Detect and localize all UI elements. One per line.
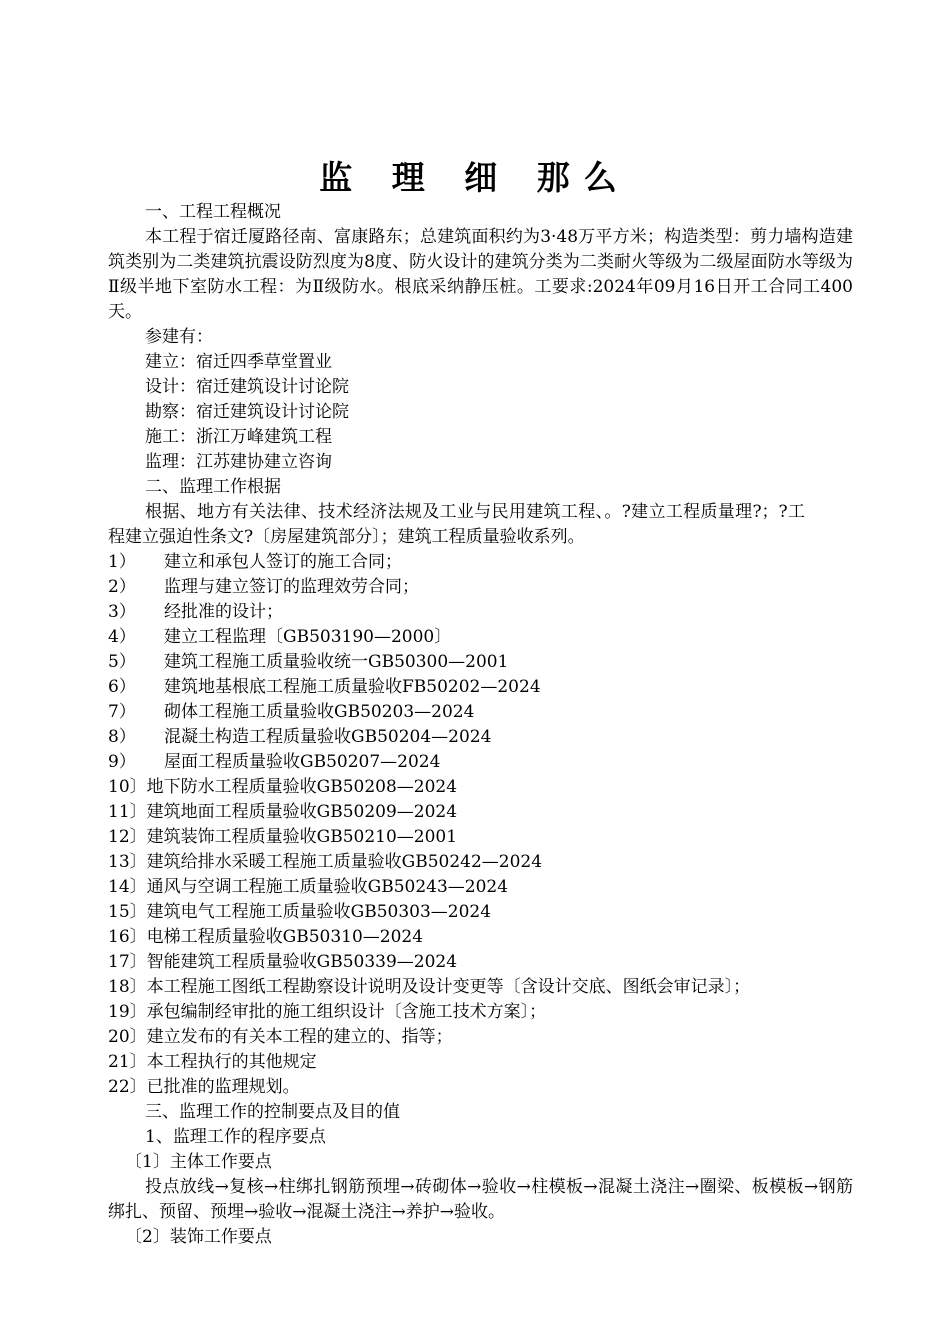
list-item bbox=[108, 725, 853, 750]
list-item: 18〕本工程施工图纸工程勘察设计说明及设计变更等〔含设计交底、图纸会审记录〕； bbox=[108, 977, 751, 997]
document-title: 监 理 细 那么 bbox=[319, 158, 631, 197]
list-item-text: 混凝土构造工程质量验收GB50204—2024 bbox=[164, 727, 492, 747]
list-item bbox=[108, 625, 853, 650]
list-item-text: 建筑工程施工质量验收统一GB50300—2001 bbox=[164, 652, 509, 672]
list-item: 15〕建筑电气工程施工质量验收GB50303—2024 bbox=[108, 902, 492, 922]
list-item: 12〕建筑装饰工程质量验收GB50210—2001 bbox=[108, 827, 458, 847]
list-item: 17〕智能建筑工程质量验收GB50339—2024 bbox=[108, 952, 458, 972]
subsubsection-heading: 〔1〕主体工作要点 bbox=[125, 1152, 272, 1172]
list-item-number: 8） bbox=[108, 727, 136, 747]
participant-line: 施工：浙江万峰建筑工程 bbox=[145, 427, 332, 447]
list-item-text: 监理与建立签订的监理效劳合同； bbox=[164, 577, 419, 597]
subsubsection-heading: 〔2〕装饰工作要点 bbox=[125, 1227, 272, 1247]
list-item bbox=[108, 675, 853, 700]
list-item: 20〕建立发布的有关本工程的建立的、指等； bbox=[108, 1027, 453, 1047]
list-item bbox=[108, 750, 853, 775]
list-item: 19〕承包编制经审批的施工组织设计〔含施工技术方案〕； bbox=[108, 1002, 547, 1022]
subsection-heading: 1、监理工作的程序要点 bbox=[145, 1127, 326, 1147]
list-item bbox=[108, 600, 853, 625]
basis-list bbox=[108, 550, 853, 1100]
list-item bbox=[108, 700, 853, 725]
section3-heading: 三、监理工作的控制要点及目的值 bbox=[145, 1102, 400, 1122]
list-item bbox=[108, 650, 853, 675]
section2-heading: 二、监理工作根据 bbox=[145, 477, 281, 497]
section1-heading: 一、工程工程概况 bbox=[145, 202, 281, 222]
list-item-text: 建筑地基根底工程施工质量验收FB50202—2024 bbox=[164, 677, 541, 697]
list-item: 13〕建筑给排水采暖工程施工质量验收GB50242—2024 bbox=[108, 852, 543, 872]
list-item: 11〕建筑地面工程质量验收GB50209—2024 bbox=[108, 802, 458, 822]
list-item bbox=[108, 575, 853, 600]
list-item-text: 砌体工程施工质量验收GB50203—2024 bbox=[164, 702, 475, 722]
list-item-number: 9） bbox=[108, 752, 136, 772]
list-item-number: 5） bbox=[108, 652, 136, 672]
list-item: 22〕已批准的监理规划。 bbox=[108, 1077, 300, 1097]
list-item-text: 屋面工程质量验收GB50207—2024 bbox=[164, 752, 441, 772]
participant-line: 设计：宿迁建筑设计讨论院 bbox=[145, 377, 349, 397]
list-item-number: 4） bbox=[108, 627, 136, 647]
list-item: 21〕本工程执行的其他规定 bbox=[108, 1052, 317, 1072]
list-item-number: 1） bbox=[108, 552, 136, 572]
list-item-text: 经批准的设计； bbox=[164, 602, 283, 622]
list-item-number: 7） bbox=[108, 702, 136, 722]
list-item bbox=[108, 550, 853, 575]
list-item-text: 建立工程监理〔GB503190—2000〕 bbox=[164, 627, 452, 647]
procedure-paragraph: 投点放线→复核→柱绑扎钢筋预埋→砖砌体→验收→柱模板→混凝土浇注→圈梁、板模板→钢筋绑扎、预留、预埋→验收→混凝土浇注→养护→验收。 bbox=[108, 1177, 853, 1222]
list-item-number: 3） bbox=[108, 602, 136, 622]
participant-line: 建立：宿迁四季草堂置业 bbox=[145, 352, 332, 372]
list-item-number: 2） bbox=[108, 577, 136, 597]
participant-line: 监理：江苏建协建立咨询 bbox=[145, 452, 332, 472]
participants-label: 参建有： bbox=[145, 327, 213, 347]
list-item: 14〕通风与空调工程施工质量验收GB50243—2024 bbox=[108, 877, 509, 897]
list-item: 16〕电梯工程质量验收GB50310—2024 bbox=[108, 927, 424, 947]
overview-paragraph: 本工程于宿迁厦路径南、富康路东；总建筑面积约为3·48万平方米；构造类型：剪力墙构造建筑类别为二类建筑抗震设防烈度为8度、防火设计的建筑分类为二类耐火等级为二级屋面防水等级为Ⅱ级半地下室防水工程：为Ⅱ级防水。根底采纳静压桩。工要求:2024年09月16日开工合同工400天。 bbox=[108, 227, 853, 322]
list-item-text: 建立和承包人签订的施工合同； bbox=[164, 552, 402, 572]
participant-line: 勘察：宿迁建筑设计讨论院 bbox=[145, 402, 349, 422]
list-item: 10〕地下防水工程质量验收GB50208—2024 bbox=[108, 777, 458, 797]
document-body bbox=[108, 200, 853, 1250]
basis-intro-paragraph: 根据、地方有关法律、技术经济法规及工业与民用建筑工程、。?建立工程质量理?；?工程建立强迫性条文?〔房屋建筑部分〕；建筑工程质量验收系列。 bbox=[108, 502, 805, 547]
list-item-number: 6） bbox=[108, 677, 136, 697]
